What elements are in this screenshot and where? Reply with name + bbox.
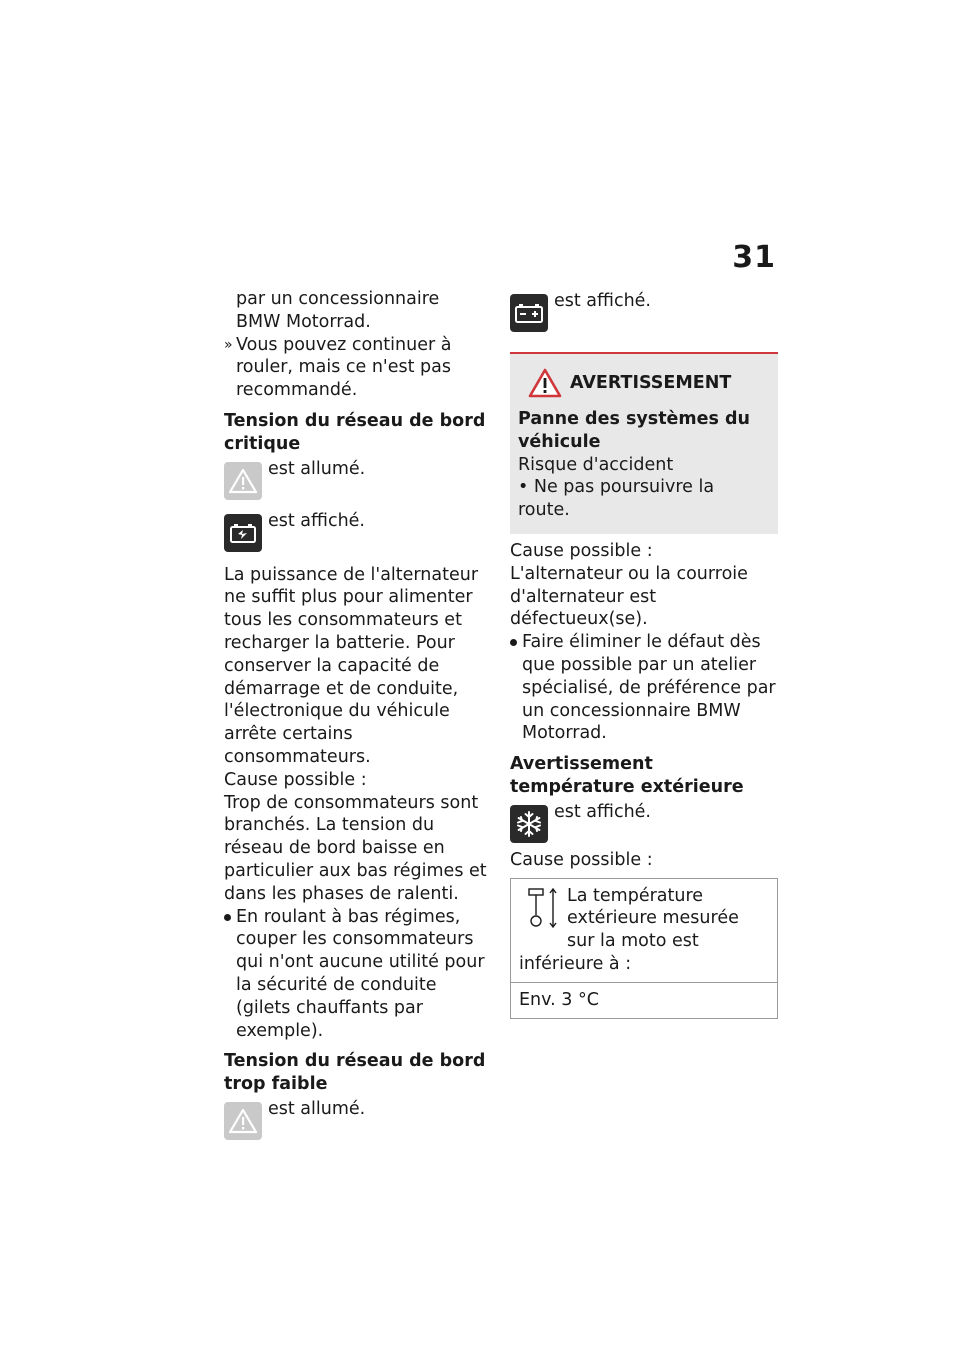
text-line: BMW Motorrad. [236, 311, 371, 332]
page-number: 31 [732, 240, 776, 275]
general-warning-light-icon [224, 1102, 262, 1140]
bullet-list-item [510, 631, 778, 745]
bullet-text: Faire éliminer le défaut dès que possible par un atelier spécialisé, de préférence par un concessionnaire BMW Motorrad. [522, 632, 776, 744]
indicator-text: est allumé. [268, 458, 366, 479]
right-column [510, 288, 778, 1019]
indicator-row [224, 1098, 490, 1142]
arrow-list-item [224, 334, 490, 402]
table-cell [511, 878, 778, 982]
indicator-row [224, 510, 490, 554]
double-arrow-icon: » [224, 336, 233, 353]
warning-title: Panne des systèmes du véhicule [518, 409, 751, 452]
battery-critical-icon [224, 514, 262, 552]
spec-table [510, 878, 778, 1019]
table-row [511, 982, 778, 1018]
bullet-text: En roulant à bas régimes, couper les consommateurs qui n'ont aucune utilité pour la sécurité de conduite (gilets chauffants par exemple). [236, 906, 485, 1041]
snowflake-icon [510, 805, 548, 843]
indicator-text: est affiché. [554, 291, 651, 311]
warning-box [510, 352, 778, 534]
cause-label: Cause possible : [510, 849, 653, 870]
cause-text: Trop de consommateurs sont branchés. La tension du réseau de bord baisse en particulier aux bas régimes et dans les phases de ralenti. [224, 792, 487, 904]
indicator-row [510, 801, 778, 845]
cause-text: L'alternateur ou la courroie d'alternateur est défectueux(se). [510, 563, 748, 630]
warning-triangle-icon [528, 368, 562, 398]
thermometer-icon [519, 885, 559, 931]
battery-icon [510, 294, 548, 332]
body-paragraph: La puissance de l'alternateur ne suffit plus pour alimenter tous les consommateurs et recharger la batterie. Pour conserver la capacité de démarrage et de conduite, l'électronique du véhicule arrête certains consommateurs. [224, 564, 479, 767]
warning-bullet-text: Ne pas poursuivre la route. [518, 477, 715, 521]
section-heading: Avertissement température extérieure [510, 754, 744, 797]
warning-risk: Risque d'accident [518, 454, 674, 475]
bullet-icon [224, 914, 231, 921]
warning-bullet: • Ne pas poursuivre la route. [518, 477, 715, 521]
left-column [224, 288, 490, 1142]
section-heading: Tension du réseau de bord critique [224, 410, 486, 454]
cause-label: Cause possible : [510, 540, 653, 561]
indicator-text: est affiché. [268, 510, 365, 531]
indicator-text: est affiché. [554, 801, 651, 822]
bullet-list-item [224, 906, 490, 1043]
warning-header [528, 368, 770, 398]
indicator-text: est allumé. [268, 1098, 366, 1119]
text-line: par un concessionnaire [236, 289, 440, 309]
indicator-row [224, 458, 490, 502]
table-row [511, 878, 778, 982]
arrow-item-text: Vous pouvez continuer à rouler, mais ce n'est pas recommandé. [236, 334, 452, 401]
cause-label: Cause possible : [224, 769, 367, 790]
warning-label: AVERTISSEMENT [570, 372, 732, 393]
general-warning-light-icon [224, 462, 262, 500]
section-heading: Tension du réseau de bord trop faible [224, 1051, 486, 1095]
table-cell: Env. 3 °C [511, 982, 778, 1018]
bullet-icon [510, 639, 517, 646]
table-cell-text: La température extérieure mesurée sur la moto est inférieure à : [519, 885, 739, 974]
indicator-row [510, 290, 778, 334]
